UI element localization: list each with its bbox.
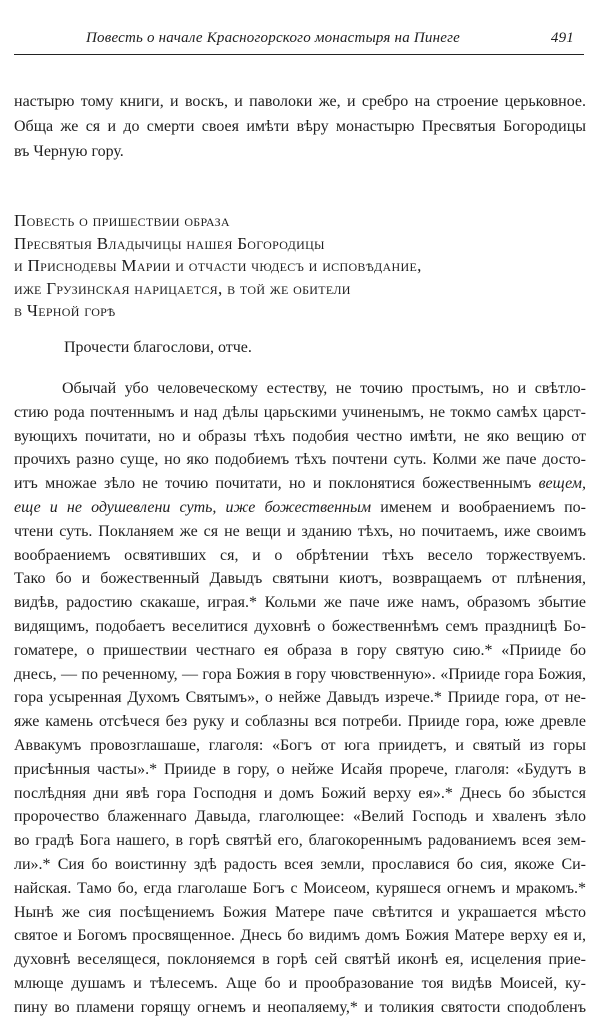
text-line: пину во пламени горящу огнемъ и неопаляему,* и толикия святости сподобленъ xyxy=(14,998,586,1016)
text-line: пророчество блаженнаго Давыда, глаголющее: «Велий Господь и хваленъ зѣло xyxy=(14,808,586,826)
running-head xyxy=(86,30,582,47)
running-head-title: Повесть о начале Красногорского монастыря на Пинеге xyxy=(86,30,460,46)
header-rule xyxy=(14,54,584,55)
text-line: Нынѣ же сия посѣщениемъ Божия Матере паче свѣтится и украшается мѣсто xyxy=(14,903,586,921)
text-line: настырю тому книги, и воскъ, и паволоки же, и сребро на строение церьковное. xyxy=(14,93,586,110)
text-line: вующихъ почитати, но и образы тѣхъ подобия честно имѣти, не яко вещию от xyxy=(14,427,586,445)
text-line: вообраениемъ освятивших ся, и о обрѣтении тѣхъ весело торжествуемъ. xyxy=(14,546,586,564)
text-line: стию рода почтеннымъ и над дѣлы царьскими учиненымъ, не токмо самѣх царст- xyxy=(14,403,586,421)
text-line: Тако бо и божественный Давыдъ святыни киотъ, возвращаемъ от плѣнения, xyxy=(14,570,586,588)
text-line: прочихъ разно суще, но яко подобиемъ тѣхъ почтени суть. Колми же паче досто- xyxy=(14,451,586,469)
heading-line: и Приснодевы Марии и отчасти чюдесъ и исповѣдание, xyxy=(14,256,422,276)
chapter-heading xyxy=(14,210,586,323)
italic-phrase: вещем, xyxy=(538,475,587,493)
heading-line: Пресвятыя Владычицы нашея Богородицы xyxy=(14,233,325,253)
text-line: духовнѣ веселящеся, поклоняемся в горѣ сей святѣй иконѣ ея, исцеления прие- xyxy=(14,951,586,969)
text-line: Аввакумъ провозглашаше, глаголя: «Богъ от юга приидетъ, и святый из горы xyxy=(14,736,586,754)
text-segment: итъ множае зѣло не точию почитати, но и поклонятися божественнымъ xyxy=(14,475,532,493)
text-line: послѣдняя дни явѣ гора Господня и домъ Божий верху ея».* Днесь бо збыстся xyxy=(14,784,586,802)
heading-line: иже Грузинская нарицается, в той же обители xyxy=(14,278,351,298)
text-line: видящимъ, подобаетъ веселитися духовнѣ о божественнѣмъ семъ праздницѣ Бо- xyxy=(14,617,586,635)
text-line: Обща же ся и до смерти своея имѣти вѣру монастырю Пресвятыя Богородицы xyxy=(14,118,586,136)
text-line: гора усыренная Духомъ Святымъ», о нейже Давыдъ изрече.* Прииде гора, от не- xyxy=(14,689,586,707)
heading-line: Повесть о пришествии образа xyxy=(14,211,230,230)
main-text xyxy=(14,377,586,1020)
text-line: видѣв, радостию скакаше, играя.* Кольми же паче иже намъ, образомъ збытие xyxy=(14,594,586,612)
text-line: ли».* Сия бо воистинну здѣ радость всея земли, прославися бо сия, якоже Си- xyxy=(14,855,586,873)
text-line: днесь, — по реченному, — гора Божия в гору чювственную». «Прииде гора Божия, xyxy=(14,665,586,683)
text-line: гоматере, о пришествии честнаго ея образа в гору святую сию.* «Прииде бо xyxy=(14,641,586,659)
text-line: присѣнныя часты».* Прииде в гору, о нейже Исайя прорече, глаголя: «Будутъ в xyxy=(14,760,586,778)
text-segment: именем и вообраениемъ по- xyxy=(380,498,587,516)
text-line: Обычай убо человеческому естеству, не точию простымъ, но и свѣтло- xyxy=(62,380,586,397)
text-line xyxy=(14,496,586,520)
continued-paragraph xyxy=(14,89,586,165)
invocation: Прочести благослови, отче. xyxy=(64,339,252,356)
text-line: млюще душамъ и тѣлесемъ. Аще бо и прообразование тоя видѣв Моисей, ку- xyxy=(14,974,586,992)
text-line: найская. Тамо бо, егда глаголаше Богъ с Моисеом, куряшеся огнемъ и мракомъ.* xyxy=(14,879,586,897)
text-line: чтени суть. Покланяем же ся не вещи и зданию тѣхъ, но почитаемъ, иже своимъ xyxy=(14,522,586,540)
text-line: яже камень отсѣчеся без руку и соблазны вся потреби. Прииде гора, юже древле xyxy=(14,713,586,731)
page-number: 491 xyxy=(550,30,574,46)
text-line: въ Черную гору. xyxy=(14,143,124,161)
italic-phrase: еще и не одушевлени суть, иже божественным xyxy=(14,498,372,516)
text-line: во градѣ Бога нашего, в горѣ святѣй его, благокореннымъ радованиемъ всея зем- xyxy=(14,832,586,850)
heading-line: в Черной горѣ xyxy=(14,301,116,321)
text-line: святое и Богомъ просвященное. Днесь бо видимъ домъ Божия Матере верху ея и, xyxy=(14,927,586,945)
text-line xyxy=(14,472,586,496)
